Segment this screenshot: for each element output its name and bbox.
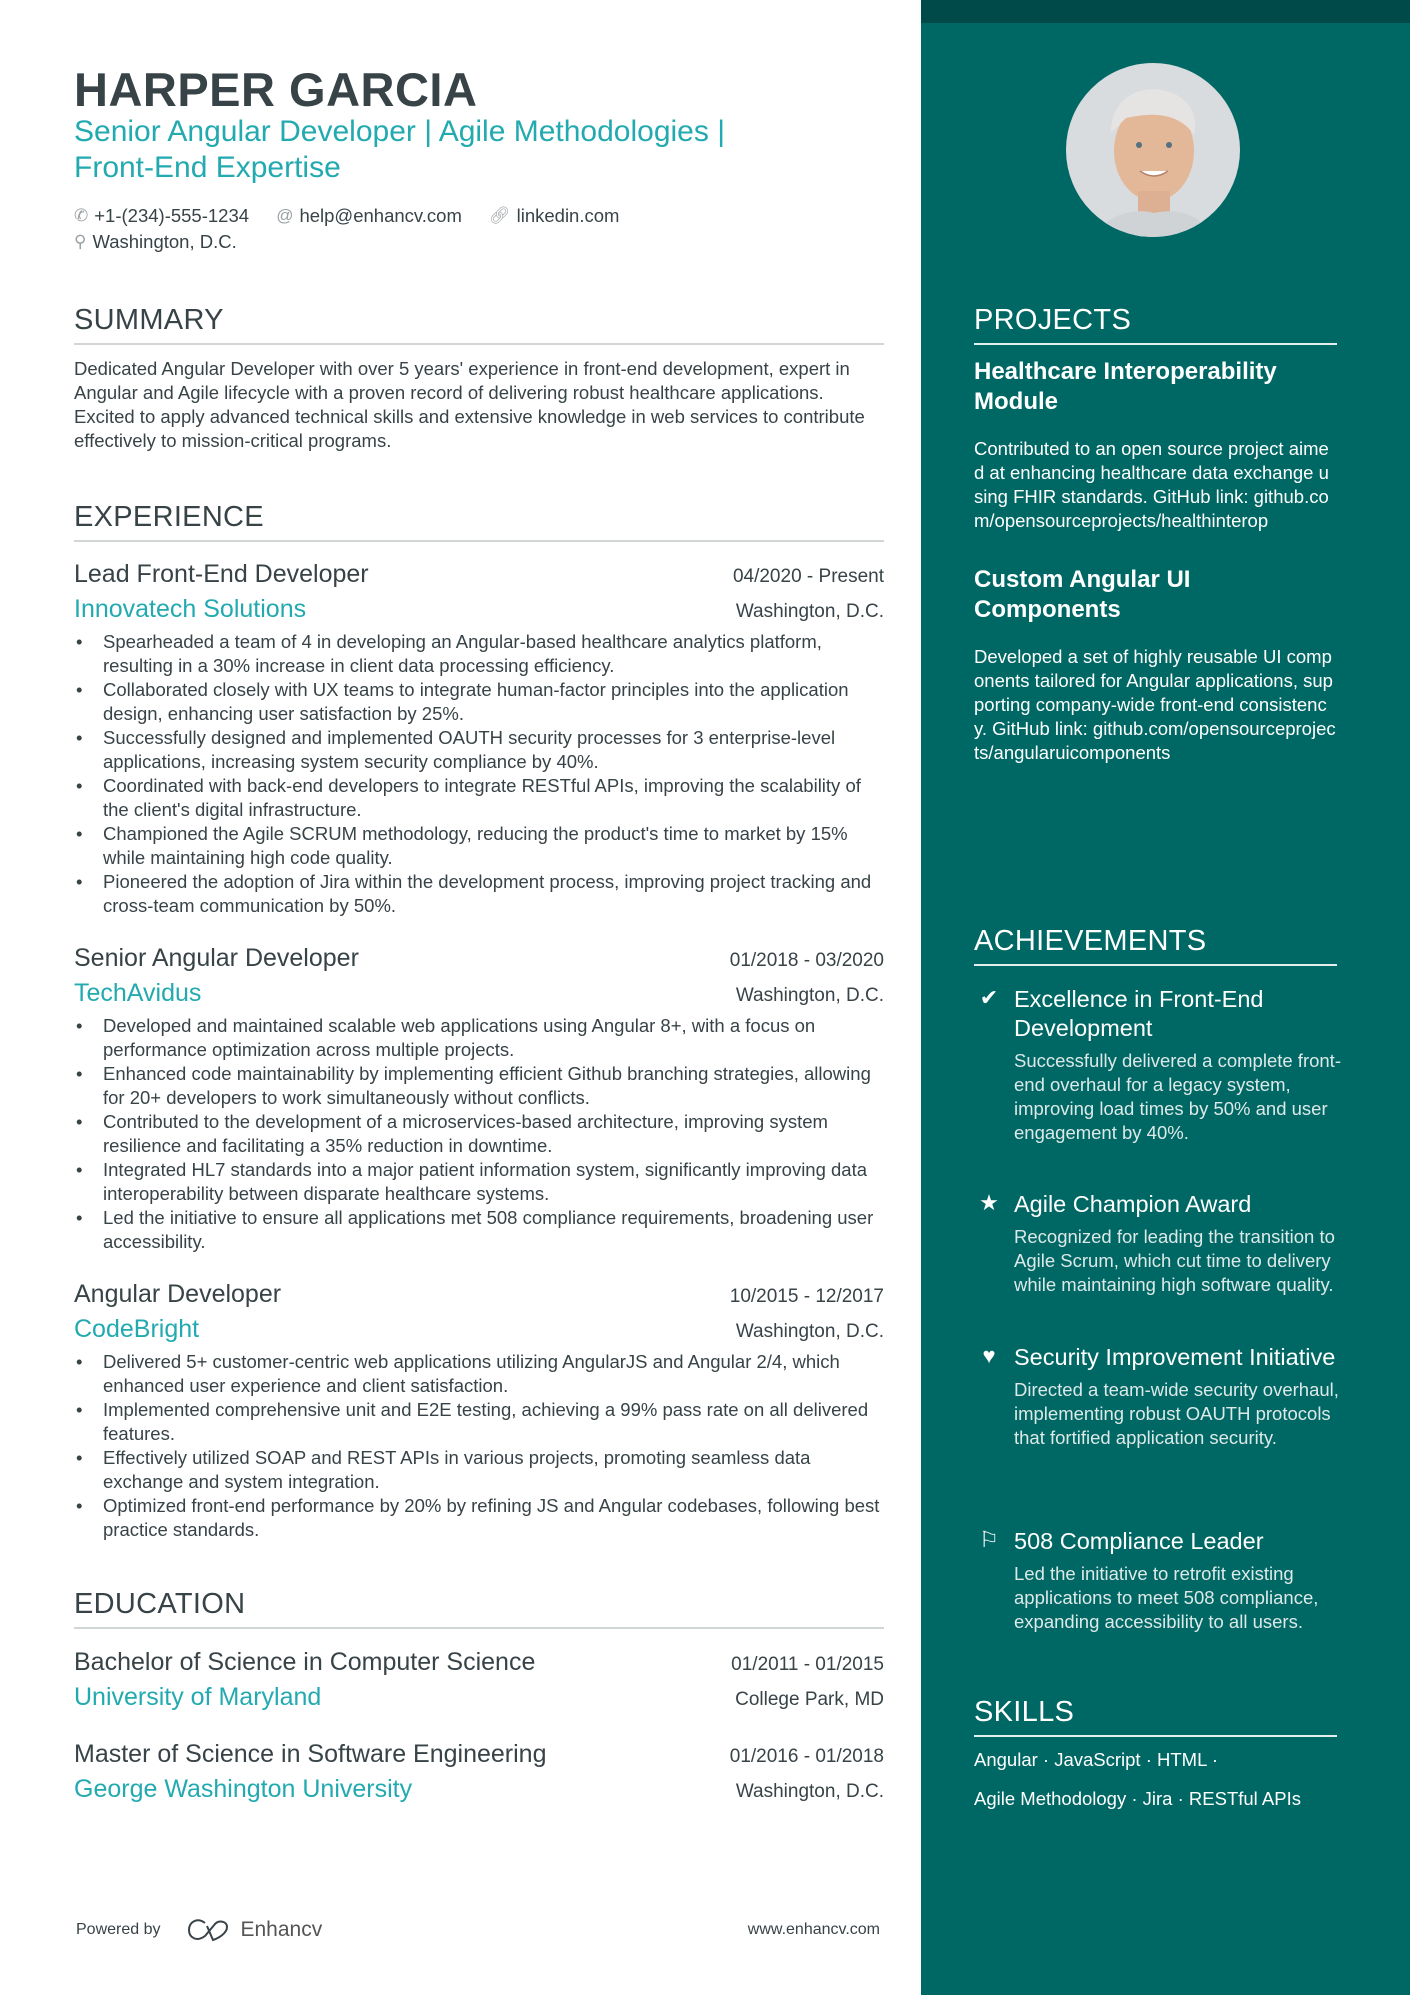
projects-heading: PROJECTS xyxy=(974,304,1337,345)
education-entry xyxy=(74,1648,884,1712)
skills-section xyxy=(974,1696,1337,1819)
job-entry xyxy=(74,560,884,918)
job-title: Lead Front-End Developer xyxy=(74,560,369,588)
achievement-entry xyxy=(974,1527,1344,1634)
job-title: Angular Developer xyxy=(74,1280,282,1308)
profile-photo xyxy=(1066,63,1240,237)
linkedin[interactable]: linkedin.com xyxy=(516,205,620,226)
job-company: CodeBright xyxy=(74,1315,200,1343)
summary-heading: SUMMARY xyxy=(74,304,884,345)
skills-heading: SKILLS xyxy=(974,1696,1337,1737)
achievements-heading: ACHIEVEMENTS xyxy=(974,925,1337,966)
heart-icon: ♥ xyxy=(982,1343,996,1368)
flag-icon: ⚐ xyxy=(979,1527,999,1552)
project-entry xyxy=(974,565,1337,765)
candidate-name: HARPER GARCIA xyxy=(74,63,478,116)
achievement-description: Successfully delivered a complete front-end overhaul for a legacy system, improving load times by 50% and user engagement by 40%. xyxy=(1014,1050,1341,1143)
job-location: Washington, D.C. xyxy=(735,985,884,1006)
job-location: Washington, D.C. xyxy=(735,601,884,622)
footer-url[interactable]: www.enhancv.com xyxy=(747,1921,880,1938)
degree: Bachelor of Science in Computer Science xyxy=(74,1648,536,1676)
portrait-icon xyxy=(1066,63,1240,237)
star-icon: ★ xyxy=(979,1190,999,1215)
education-heading: EDUCATION xyxy=(74,1588,884,1629)
location: Washington, D.C. xyxy=(92,231,237,252)
edu-location: Washington, D.C. xyxy=(735,1781,884,1802)
enhancv-logo-icon xyxy=(187,1918,233,1942)
project-description: Developed a set of highly reusable UI components tailored for Angular applications, supporting company-wide front-end consistency. GitHub link: github.com/opensourceprojects/angularuicomponents xyxy=(974,646,1336,763)
job-location: Washington, D.C. xyxy=(735,1321,884,1342)
job-bullet: • Contributed to the development of a microservices-based architecture, improving system resilience and facilitating a 35% reduction in downtime. xyxy=(74,1110,884,1158)
email[interactable]: help@enhancv.com xyxy=(299,205,462,226)
achievement-entry xyxy=(974,985,1344,1145)
job-bullet: • Championed the Agile SCRUM methodology, reducing the product's time to market by 15% while maintaining high code quality. xyxy=(74,822,884,870)
achievement-title: Security Improvement Initiative xyxy=(1014,1344,1336,1370)
location-pin-icon: ⚲ xyxy=(74,232,87,251)
edu-location: College Park, MD xyxy=(735,1689,884,1710)
job-bullet: • Delivered 5+ customer-centric web applications utilizing AngularJS and Angular 2/4, which enhanced user experience and client satisfaction. xyxy=(74,1350,884,1398)
job-date: 01/2018 - 03/2020 xyxy=(729,950,884,971)
skills-line: Angular · JavaScript · HTML · xyxy=(974,1749,1218,1770)
phone-icon: ✆ xyxy=(74,206,89,225)
job-company: TechAvidus xyxy=(74,979,202,1007)
job-bullet: • Pioneered the adoption of Jira within the development process, improving project tracking and cross-team communication by 50%. xyxy=(74,870,884,918)
achievement-description: Directed a team-wide security overhaul, implementing robust OAUTH protocols that fortified application security. xyxy=(1014,1379,1339,1448)
contact-info xyxy=(74,202,884,254)
achievement-title: Agile Champion Award xyxy=(1014,1191,1252,1217)
job-bullet: • Led the initiative to ensure all applications met 508 compliance requirements, broadening user accessibility. xyxy=(74,1206,884,1254)
job-date: 10/2015 - 12/2017 xyxy=(729,1286,884,1307)
school: George Washington University xyxy=(74,1775,413,1803)
skills-line: Agile Methodology · Jira · RESTful APIs xyxy=(974,1788,1301,1809)
edu-date: 01/2016 - 01/2018 xyxy=(729,1746,884,1767)
candidate-headline: Senior Angular Developer | Agile Methodologies | Front-End Expertise xyxy=(74,115,725,184)
edu-date: 01/2011 - 01/2015 xyxy=(731,1654,884,1675)
sidebar-top-band xyxy=(921,0,1410,23)
job-date: 04/2020 - Present xyxy=(732,566,884,587)
job-bullet: • Developed and maintained scalable web applications using Angular 8+, with a focus on performance optimization across multiple projects. xyxy=(74,1014,884,1062)
job-bullet: • Enhanced code maintainability by implementing efficient Github branching strategies, allowing for 20+ developers to work simultaneously without conflicts. xyxy=(74,1062,884,1110)
education-heading-wrap xyxy=(74,1588,884,1629)
achievement-description: Recognized for leading the transition to Agile Scrum, which cut time to delivery while maintaining high software quality. xyxy=(1014,1226,1335,1295)
check-icon: ✔ xyxy=(979,985,999,1010)
job-entry xyxy=(74,1280,884,1542)
achievement-entry xyxy=(974,1190,1344,1297)
project-title: Custom Angular UI Components xyxy=(974,566,1191,623)
link-icon: 🔗︎ xyxy=(489,206,511,225)
education-entry xyxy=(74,1740,884,1804)
job-bullet: • Implemented comprehensive unit and E2E testing, achieving a 99% pass rate on all delivered features. xyxy=(74,1398,884,1446)
brand-name[interactable]: Enhancv xyxy=(240,1918,323,1941)
job-bullet: • Spearheaded a team of 4 in developing an Angular-based healthcare analytics platform, resulting in a 30% increase in client data processing efficiency. xyxy=(74,630,884,678)
project-description: Contributed to an open source project aimed at enhancing healthcare data exchange using FHIR standards. GitHub link: github.com/opensourceprojects/healthinterop xyxy=(974,438,1329,531)
achievement-description: Led the initiative to retrofit existing applications to meet 508 compliance, expanding accessibility to all users. xyxy=(1014,1563,1319,1632)
achievement-title: Excellence in Front-End Development xyxy=(1014,986,1264,1041)
experience-heading: EXPERIENCE xyxy=(74,501,884,542)
achievement-entry xyxy=(974,1343,1344,1450)
job-bullet: • Successfully designed and implemented OAUTH security processes for 3 enterprise-level applications, increasing system security compliance by 40%. xyxy=(74,726,884,774)
job-title: Senior Angular Developer xyxy=(74,944,359,972)
job-bullet: • Effectively utilized SOAP and REST APIs in various projects, promoting seamless data exchange and system integration. xyxy=(74,1446,884,1494)
powered-by-label: Powered by xyxy=(76,1921,161,1938)
achievements-heading-wrap xyxy=(974,925,1337,966)
job-entry xyxy=(74,944,884,1254)
project-entry xyxy=(974,357,1337,533)
degree: Master of Science in Software Engineering xyxy=(74,1740,547,1768)
projects-section xyxy=(974,304,1337,765)
phone: +1-(234)-555-1234 xyxy=(94,205,250,226)
experience-heading-wrap xyxy=(74,501,884,542)
footer xyxy=(76,1918,880,1942)
job-bullet: • Collaborated closely with UX teams to integrate human-factor principles into the application design, enhancing user satisfaction by 25%. xyxy=(74,678,884,726)
job-bullet: • Integrated HL7 standards into a major patient information system, significantly improving data interoperability between disparate healthcare systems. xyxy=(74,1158,884,1206)
job-bullet: • Coordinated with back-end developers to integrate RESTful APIs, improving the scalability of the client's digital infrastructure. xyxy=(74,774,884,822)
summary-text: Dedicated Angular Developer with over 5 years' experience in front-end development, expert in Angular and Agile lifecycle with a proven record of delivering robust healthcare applications. Excited to apply advanced technical skills and extensive knowledge in web services to contribute effectively to mission-critical programs. xyxy=(74,358,865,451)
job-bullet: • Optimized front-end performance by 20% by refining JS and Angular codebases, following best practice standards. xyxy=(74,1494,884,1542)
summary-section xyxy=(74,304,884,453)
project-title: Healthcare Interoperability Module xyxy=(974,358,1277,415)
at-icon: @ xyxy=(276,206,294,225)
job-company: Innovatech Solutions xyxy=(74,595,307,623)
school: University of Maryland xyxy=(74,1683,322,1711)
achievement-title: 508 Compliance Leader xyxy=(1014,1528,1264,1554)
